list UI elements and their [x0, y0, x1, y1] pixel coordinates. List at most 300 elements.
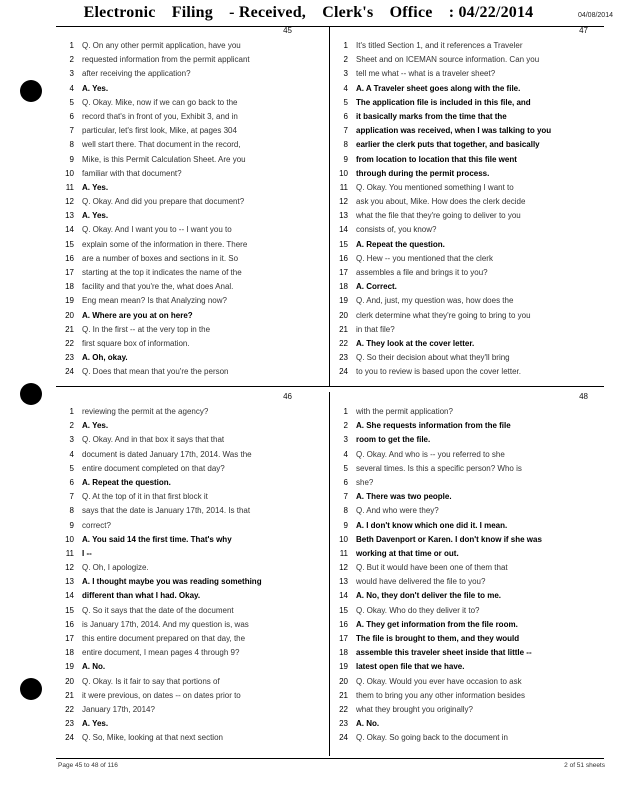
line-text: them to bring you any other information besides	[356, 690, 525, 700]
line-text: Q. Okay. So going back to the document in	[356, 733, 508, 743]
transcript-line	[330, 280, 606, 294]
line-text: Q. Does that mean that you're the person	[82, 367, 229, 377]
line-text: are a number of boxes and sections in it. So	[82, 253, 239, 263]
line-text: first square box of information.	[82, 338, 190, 348]
line-text: clerk determine what they're going to bring to you	[356, 310, 531, 320]
line-number: 22	[339, 338, 348, 348]
line-number: 2	[343, 55, 348, 65]
page-number: 45	[283, 26, 292, 35]
transcript-line	[330, 448, 606, 462]
transcript-lines	[56, 405, 332, 746]
line-text: to you to review is based upon the cover letter.	[356, 367, 521, 377]
transcript-line	[330, 660, 606, 674]
line-text: Q. Okay. Mike, now if we can go back to the	[82, 97, 238, 107]
line-text: Q. Okay. And in that box it says that that	[82, 435, 225, 445]
line-text: Q. So, Mike, looking at that next section	[82, 733, 223, 743]
line-text: she?	[356, 477, 374, 487]
line-text: is January 17th, 2014. And my question is, was	[82, 619, 249, 629]
transcript-line	[330, 689, 606, 703]
line-number: 20	[339, 676, 348, 686]
transcript-line	[56, 604, 332, 618]
line-number: 6	[343, 477, 348, 487]
transcript-line	[56, 476, 332, 490]
line-number: 19	[65, 662, 74, 672]
transcript-line	[330, 533, 606, 547]
line-text: A. A Traveler sheet goes along with the file.	[356, 83, 521, 93]
line-text: well start there. That document in the record,	[82, 140, 241, 150]
line-text: A. They look at the cover letter.	[356, 338, 475, 348]
transcript-line	[56, 337, 332, 351]
line-text: would have delivered the file to you?	[356, 577, 486, 587]
line-text: A. Yes.	[82, 83, 109, 93]
transcript-line	[56, 323, 332, 337]
line-number: 14	[65, 225, 74, 235]
line-number: 6	[69, 111, 74, 121]
transcript-page-46	[56, 392, 332, 748]
transcript-line	[56, 96, 332, 110]
transcript-line	[330, 110, 606, 124]
line-text: Q. Hew -- you mentioned that the clerk	[356, 253, 493, 263]
line-number: 23	[65, 719, 74, 729]
line-number: 4	[69, 83, 74, 93]
line-text: The application file is included in this file, and	[356, 97, 531, 107]
transcript-line	[56, 405, 332, 419]
line-text: Q. Okay. And did you prepare that document?	[82, 197, 245, 207]
line-text: Q. At the top of it in that first block it	[82, 492, 208, 502]
line-text: it were previous, on dates -- on dates prior to	[82, 690, 241, 700]
transcript-line	[56, 110, 332, 124]
line-number: 8	[69, 506, 74, 516]
sheet-count-footer: 2 of 51 sheets	[564, 762, 605, 769]
line-text: Q. And who were they?	[356, 506, 439, 516]
line-text: assembles a file and brings it to you?	[356, 268, 488, 277]
line-text: several times. Is this a specific person? Who is	[356, 463, 522, 473]
line-text: Q. So their decision about what they'll bring	[356, 353, 510, 363]
line-number: 7	[343, 492, 348, 502]
punch-hole-icon	[20, 678, 42, 700]
line-text: A. Oh, okay.	[82, 353, 128, 363]
transcript-line	[56, 138, 332, 152]
line-text: Q. Okay. Who do they deliver it to?	[356, 605, 480, 615]
line-text: room to get the file.	[356, 435, 431, 445]
line-text: A. They get information from the file room.	[356, 619, 518, 629]
transcript-line	[330, 337, 606, 351]
line-text: starting at the top it indicates the name of the	[82, 268, 242, 277]
line-number: 23	[339, 719, 348, 729]
line-number: 12	[65, 197, 74, 207]
transcript-line	[56, 533, 332, 547]
line-text: A. You said 14 the first time. That's why	[82, 534, 232, 544]
line-text: ask you about, Mike. How does the clerk decide	[356, 197, 526, 207]
line-number: 1	[69, 41, 74, 50]
line-number: 22	[339, 704, 348, 714]
line-number: 23	[339, 353, 348, 363]
transcript-line	[56, 181, 332, 195]
line-number: 5	[69, 463, 74, 473]
transcript-line	[56, 351, 332, 365]
line-number: 15	[339, 239, 348, 249]
transcript-line	[330, 604, 606, 618]
line-number: 10	[65, 168, 74, 178]
line-number: 5	[343, 463, 348, 473]
line-number: 5	[69, 97, 74, 107]
transcript-page-48	[330, 392, 606, 748]
line-number: 15	[339, 605, 348, 615]
line-number: 1	[69, 407, 74, 416]
transcript-line	[330, 589, 606, 603]
line-number: 11	[65, 182, 74, 192]
line-text: entire document, I mean pages 4 through 9?	[82, 648, 240, 658]
line-text: explain some of the information in there. There	[82, 239, 248, 249]
transcript-line	[56, 703, 332, 717]
line-number: 4	[69, 449, 74, 459]
line-text: Q. On any other permit application, have you	[82, 41, 241, 50]
transcript-line	[56, 561, 332, 575]
line-text: correct?	[82, 520, 111, 530]
transcript-line	[330, 519, 606, 533]
transcript-line	[330, 351, 606, 365]
line-number: 15	[65, 605, 74, 615]
line-text: what the file that they're going to deliver to you	[356, 211, 521, 221]
line-number: 13	[339, 577, 348, 587]
line-number: 3	[343, 435, 348, 445]
transcript-line	[56, 82, 332, 96]
transcript-line	[330, 138, 606, 152]
line-number: 8	[69, 140, 74, 150]
line-number: 17	[65, 268, 74, 277]
header-segment: Electronic	[83, 4, 156, 21]
line-number: 12	[339, 563, 348, 573]
divider	[56, 386, 604, 387]
transcript-line	[56, 365, 332, 379]
line-number: 19	[339, 662, 348, 672]
transcript-lines	[330, 405, 606, 746]
line-number: 11	[339, 548, 348, 558]
transcript-line	[330, 618, 606, 632]
transcript-line	[330, 195, 606, 209]
line-number: 16	[65, 253, 74, 263]
transcript-line	[330, 238, 606, 252]
line-text: January 17th, 2014?	[82, 704, 155, 714]
line-number: 18	[65, 282, 74, 292]
transcript-line	[330, 82, 606, 96]
transcript-line	[56, 632, 332, 646]
transcript-line	[56, 419, 332, 433]
line-number: 8	[343, 140, 348, 150]
transcript-line	[56, 504, 332, 518]
transcript-line	[56, 589, 332, 603]
transcript-line	[56, 153, 332, 167]
line-number: 5	[343, 97, 348, 107]
line-number: 14	[339, 591, 348, 601]
line-number: 7	[69, 492, 74, 502]
line-number: 3	[69, 435, 74, 445]
line-text: Q. Oh, I apologize.	[82, 563, 149, 573]
transcript-line	[330, 124, 606, 138]
line-number: 24	[65, 733, 74, 743]
line-text: latest open file that we have.	[356, 662, 465, 672]
line-number: 13	[65, 211, 74, 221]
line-number: 24	[339, 367, 348, 377]
line-text: earlier the clerk puts that together, and basically	[356, 140, 540, 150]
line-number: 4	[343, 449, 348, 459]
transcript-line	[330, 252, 606, 266]
line-text: A. No, they don't deliver the file to me.	[356, 591, 502, 601]
line-number: 18	[339, 648, 348, 658]
header-segment: - Received,	[229, 4, 306, 21]
line-text: tell me what -- what is a traveler sheet?	[356, 69, 496, 79]
transcript-page-45	[56, 26, 332, 382]
filing-header	[0, 4, 617, 22]
line-text: through during the permit process.	[356, 168, 490, 178]
line-text: record that's in front of you, Exhibit 3, and in	[82, 111, 238, 121]
line-text: Q. And, just, my question was, how does the	[356, 296, 514, 306]
line-number: 7	[343, 126, 348, 136]
line-number: 19	[65, 296, 74, 306]
transcript-line	[330, 476, 606, 490]
line-text: facility and that you're the, what does Anal.	[82, 282, 234, 292]
transcript-line	[330, 223, 606, 237]
transcript-line	[56, 53, 332, 67]
punch-hole-icon	[20, 80, 42, 102]
transcript-line	[56, 575, 332, 589]
line-number: 6	[69, 477, 74, 487]
line-number: 3	[69, 69, 74, 79]
line-number: 16	[339, 253, 348, 263]
line-number: 16	[339, 619, 348, 629]
transcript-line	[56, 717, 332, 731]
page-number: 47	[579, 26, 588, 35]
line-number: 1	[343, 407, 348, 416]
line-number: 6	[343, 111, 348, 121]
transcript-line	[56, 433, 332, 447]
line-number: 10	[339, 534, 348, 544]
line-number: 4	[343, 83, 348, 93]
transcript-line	[330, 419, 606, 433]
line-text: what they brought you originally?	[356, 704, 473, 714]
line-number: 1	[343, 41, 348, 50]
transcript-line	[56, 519, 332, 533]
line-number: 24	[65, 367, 74, 377]
line-text: with the permit application?	[356, 407, 453, 416]
transcript-page-47	[330, 26, 606, 382]
date-stamp: 04/08/2014	[577, 12, 613, 19]
line-number: 13	[339, 211, 348, 221]
line-text: A. She requests information from the file	[356, 421, 511, 431]
punch-hole-icon	[20, 383, 42, 405]
divider	[56, 758, 604, 759]
transcript-line	[56, 280, 332, 294]
line-text: Q. Okay. Is it fair to say that portions of	[82, 676, 220, 686]
transcript-line	[330, 703, 606, 717]
line-number: 18	[65, 648, 74, 658]
line-number: 14	[339, 225, 348, 235]
line-number: 11	[339, 182, 348, 192]
transcript-line	[56, 167, 332, 181]
transcript-line	[330, 405, 606, 419]
transcript-line	[56, 448, 332, 462]
transcript-line	[56, 618, 332, 632]
line-number: 19	[339, 296, 348, 306]
line-text: Q. But it would have been one of them that	[356, 563, 508, 573]
line-text: says that the date is January 17th, 2014. Is that	[82, 506, 251, 516]
transcript-line	[330, 731, 606, 745]
line-number: 14	[65, 591, 74, 601]
line-number: 9	[69, 154, 74, 164]
transcript-line	[330, 632, 606, 646]
line-number: 17	[339, 634, 348, 643]
line-text: Q. In the first -- at the very top in the	[82, 324, 211, 334]
line-number: 8	[343, 506, 348, 516]
line-text: assemble this traveler sheet inside that little --	[356, 648, 532, 658]
line-text: this entire document prepared on that day, the	[82, 634, 246, 643]
transcript-line	[330, 561, 606, 575]
line-text: A. I don't know which one did it. I mean.	[356, 520, 508, 530]
line-text: A. No.	[356, 719, 380, 729]
page-number: 46	[283, 392, 292, 401]
transcript-line	[56, 462, 332, 476]
header-segment: Filing	[171, 4, 213, 21]
line-number: 21	[339, 324, 348, 334]
line-text: from location to location that this file went	[356, 154, 517, 164]
line-number: 22	[65, 704, 74, 714]
line-text: A. There was two people.	[356, 492, 452, 502]
line-number: 10	[339, 168, 348, 178]
transcript-line	[330, 181, 606, 195]
line-text: The file is brought to them, and they would	[356, 634, 520, 643]
line-text: A. Yes.	[82, 211, 109, 221]
transcript-line	[56, 67, 332, 81]
line-number: 16	[65, 619, 74, 629]
header-segment: : 04/22/2014	[448, 4, 534, 21]
line-number: 10	[65, 534, 74, 544]
line-number: 20	[65, 310, 74, 320]
line-number: 2	[69, 421, 74, 431]
transcript-line	[56, 675, 332, 689]
line-number: 22	[65, 338, 74, 348]
transcript-line	[330, 67, 606, 81]
transcript-line	[56, 646, 332, 660]
line-number: 20	[65, 676, 74, 686]
transcript-line	[330, 309, 606, 323]
transcript-line	[330, 646, 606, 660]
line-number: 9	[343, 520, 348, 530]
line-text: Sheet and on ICEMAN source information. Can you	[356, 55, 540, 65]
transcript-line	[56, 266, 332, 280]
transcript-line	[330, 167, 606, 181]
transcript-line	[330, 675, 606, 689]
line-number: 20	[339, 310, 348, 320]
line-number: 15	[65, 239, 74, 249]
line-number: 7	[69, 126, 74, 136]
transcript-lines	[56, 39, 332, 380]
line-number: 23	[65, 353, 74, 363]
transcript-line	[330, 53, 606, 67]
line-text: A. I thought maybe you was reading something	[82, 577, 262, 587]
transcript-line	[56, 660, 332, 674]
transcript-line	[330, 323, 606, 337]
transcript-lines	[330, 39, 606, 380]
transcript-line	[56, 238, 332, 252]
line-text: A. Repeat the question.	[82, 477, 171, 487]
line-text: A. Correct.	[356, 282, 397, 292]
transcript-line	[330, 266, 606, 280]
transcript-line	[330, 547, 606, 561]
line-text: it basically marks from the time that the	[356, 111, 507, 121]
transcript-line	[56, 294, 332, 308]
line-number: 2	[343, 421, 348, 431]
line-text: after receiving the application?	[82, 69, 191, 79]
line-text: different than what I had. Okay.	[82, 591, 201, 601]
line-number: 21	[65, 324, 74, 334]
transcript-line	[56, 252, 332, 266]
transcript-line	[330, 39, 606, 53]
transcript-line	[330, 575, 606, 589]
line-text: entire document completed on that day?	[82, 463, 225, 473]
transcript-line	[330, 717, 606, 731]
transcript-line	[56, 490, 332, 504]
transcript-line	[56, 209, 332, 223]
line-text: working at that time or out.	[356, 548, 459, 558]
line-text: A. Repeat the question.	[356, 239, 445, 249]
header-segment: Office	[389, 4, 433, 21]
line-text: A. Yes.	[82, 182, 109, 192]
line-number: 13	[65, 577, 74, 587]
line-text: particular, let's first look, Mike, at pages 304	[82, 126, 237, 136]
line-text: application was received, when I was talking to you	[356, 126, 552, 136]
transcript-line	[330, 153, 606, 167]
line-text: consists of, you know?	[356, 225, 437, 235]
transcript-line	[330, 504, 606, 518]
line-text: Eng mean mean? Is that Analyzing now?	[82, 296, 227, 306]
line-text: in that file?	[356, 324, 395, 334]
page-range-footer: Page 45 to 48 of 116	[58, 762, 118, 769]
line-number: 9	[69, 520, 74, 530]
line-number: 3	[343, 69, 348, 79]
line-text: Mike, is this Permit Calculation Sheet. Are you	[82, 154, 246, 164]
line-text: A. Yes.	[82, 719, 109, 729]
line-text: Q. Okay. You mentioned something I want to	[356, 182, 514, 192]
line-text: Q. Okay. And I want you to -- I want you to	[82, 225, 232, 235]
transcript-line	[330, 433, 606, 447]
line-text: reviewing the permit at the agency?	[82, 407, 209, 416]
line-text: Q. Okay. Would you ever have occasion to ask	[356, 676, 522, 686]
transcript-line	[56, 547, 332, 561]
line-number: 9	[343, 154, 348, 164]
line-text: A. Yes.	[82, 421, 109, 431]
line-number: 11	[65, 548, 74, 558]
page-number: 48	[579, 392, 588, 401]
line-text: A. No.	[82, 662, 106, 672]
line-text: Beth Davenport or Karen. I don't know if she was	[356, 534, 542, 544]
line-text: A. Where are you at on here?	[82, 310, 193, 320]
line-number: 12	[339, 197, 348, 207]
line-number: 2	[69, 55, 74, 65]
transcript-line	[56, 731, 332, 745]
transcript-line	[56, 689, 332, 703]
line-number: 24	[339, 733, 348, 743]
line-number: 18	[339, 282, 348, 292]
transcript-line	[56, 124, 332, 138]
line-number: 17	[65, 634, 74, 643]
line-text: requested information from the permit applicant	[82, 55, 250, 65]
transcript-line	[330, 490, 606, 504]
transcript-line	[330, 365, 606, 379]
line-number: 17	[339, 268, 348, 277]
transcript-line	[330, 96, 606, 110]
line-number: 12	[65, 563, 74, 573]
transcript-line	[56, 195, 332, 209]
